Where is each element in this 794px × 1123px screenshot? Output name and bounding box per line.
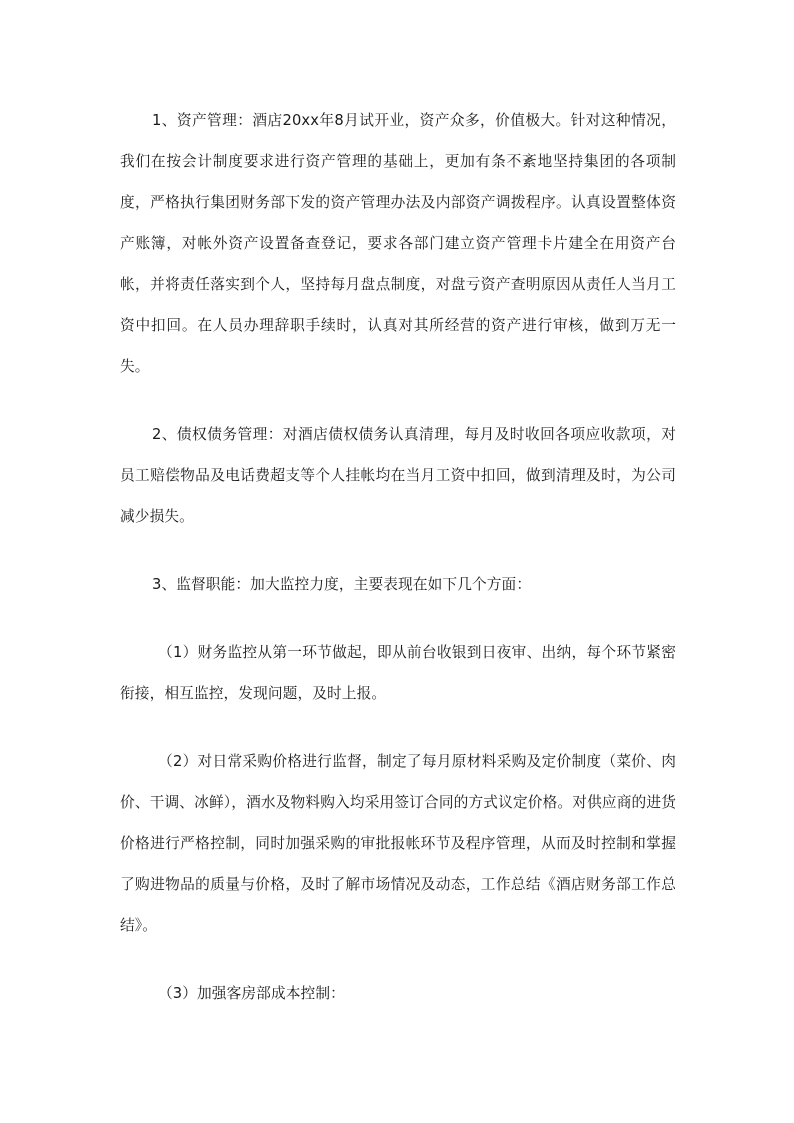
paragraph-gap <box>120 537 676 564</box>
paragraph-debt-management: 2、债权债务管理：对酒店债权债务认真清理，每月及时收回各项应收款项，对员工赔偿物品及电话费超支等个人挂帐均在当月工资中扣回，做到清理及时，为公司减少损失。 <box>120 426 676 525</box>
paragraph-supervision-item-1: （1）财务监控从第一环节做起，即从前台收银到日夜审、出纳，每个环节紧密衔接，相互监控，发现问题，及时上报。 <box>120 644 676 702</box>
paragraph-asset-management: 1、资产管理：酒店20xx年8月试开业，资产众多，价值极大。针对这种情况，我们在按会计制度要求进行资产管理的基础上，更加有条不紊地坚持集团的各项制度，严格执行集团财务部下发的资产管理办法及内部资产调拨程序。认真设置整体资产账簿，对帐外资产设置备查登记，要求各部门建立资产管理卡片建全在用资产台帐，并将责任落实到个人，坚持每月盘点制度，对盘亏资产查明原因从责任人当月工资中扣回。在人员办理辞职手续时，认真对其所经营的资产进行审核，做到万无一失。 <box>120 112 676 375</box>
paragraph-supervision-item-2: （2）对日常采购价格进行监督，制定了每月原材料采购及定价制度（菜价、肉价、干调、冰鲜），酒水及物料购入均采用签订合同的方式议定价格。对供应商的进货价格进行严格控制，同时加强采购的审批报帐环节及程序管理，从而及时控制和掌握了购进物品的质量与价格，及时了解市场情况及动态，工作总结《酒店财务部工作总结》。 <box>120 753 676 934</box>
paragraph-gap <box>120 605 676 632</box>
paragraph-gap <box>120 714 676 741</box>
paragraph-supervision-item-3: （3）加强客房部成本控制： <box>158 985 345 1002</box>
paragraph-gap <box>120 946 676 973</box>
document-page <box>120 100 676 1014</box>
paragraph-gap <box>120 387 676 414</box>
paragraph-supervision: 3、监督职能：加大监控力度，主要表现在如下几个方面： <box>152 576 532 593</box>
